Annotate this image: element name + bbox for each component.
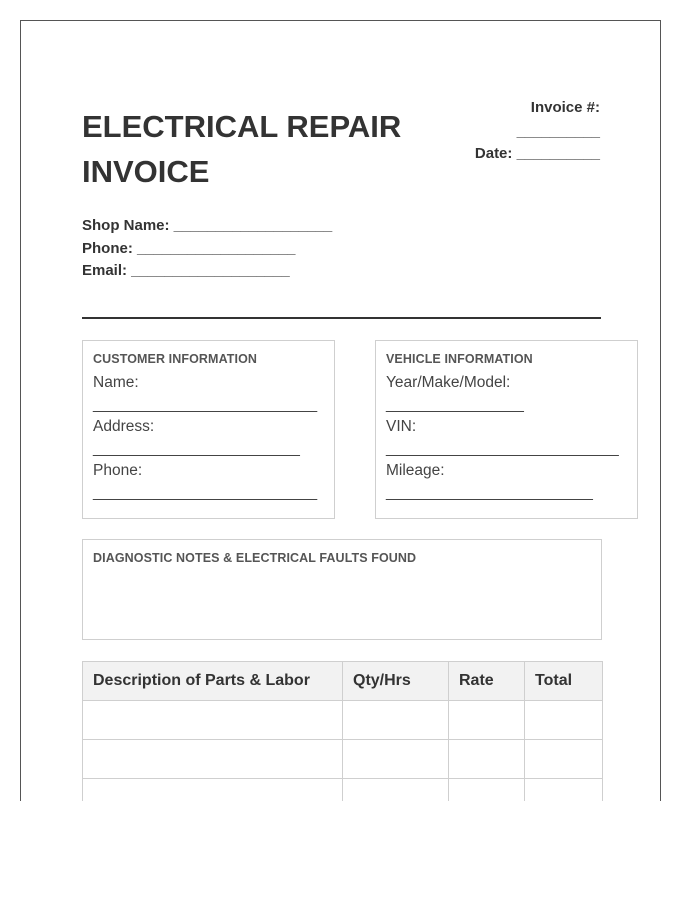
parts-labor-table xyxy=(82,661,603,801)
vehicle-ymm-field[interactable]: ________________ xyxy=(386,396,524,413)
customer-name-label: Name: xyxy=(93,374,139,391)
vehicle-vin-field[interactable]: ___________________________ xyxy=(386,440,619,457)
shop-info xyxy=(82,215,332,283)
invoice-date-field[interactable]: Date: __________ xyxy=(474,145,600,162)
invoice-title: ELECTRICAL REPAIR INVOICE xyxy=(82,109,402,189)
shop-name-field[interactable]: Shop Name: ___________________ xyxy=(82,217,333,234)
vehicle-vin-label: VIN: xyxy=(386,418,417,435)
customer-phone-label: Phone: xyxy=(93,462,143,479)
table-row xyxy=(83,740,603,779)
diagnostic-notes-box[interactable] xyxy=(82,539,602,640)
total-cell[interactable] xyxy=(525,701,603,740)
invoice-number-label: Invoice #: xyxy=(530,99,600,116)
invoice-number-field[interactable]: __________ xyxy=(516,123,600,140)
qty-hrs-cell[interactable] xyxy=(343,779,449,802)
rate-cell[interactable] xyxy=(449,701,525,740)
vehicle-mileage-label: Mileage: xyxy=(386,462,445,479)
description-cell[interactable] xyxy=(83,740,343,779)
invoice-page xyxy=(20,20,661,801)
diagnostic-notes-heading: DIAGNOSTIC NOTES & ELECTRICAL FAULTS FOUND xyxy=(93,551,417,565)
vehicle-mileage-field[interactable]: ________________________ xyxy=(386,484,593,501)
total-cell[interactable] xyxy=(525,740,603,779)
total-cell[interactable] xyxy=(525,779,603,802)
qty-hrs-cell[interactable] xyxy=(343,701,449,740)
table-row xyxy=(83,779,603,802)
customer-info-box xyxy=(82,340,335,519)
description-cell[interactable] xyxy=(83,701,343,740)
vehicle-info-heading: VEHICLE INFORMATION xyxy=(386,352,533,366)
customer-name-field[interactable]: __________________________ xyxy=(93,396,318,413)
shop-email-field[interactable]: Email: ___________________ xyxy=(82,262,290,279)
shop-phone-field[interactable]: Phone: ___________________ xyxy=(82,239,296,257)
rate-cell[interactable] xyxy=(449,740,525,779)
customer-address-field[interactable]: ________________________ xyxy=(93,440,300,457)
table-header-row xyxy=(83,662,603,701)
customer-address-label: Address: xyxy=(93,418,155,435)
vehicle-ymm-label: Year/Make/Model: xyxy=(386,374,511,391)
description-cell[interactable] xyxy=(83,779,343,802)
customer-info-heading: CUSTOMER INFORMATION xyxy=(93,352,258,366)
qty-hrs-cell[interactable] xyxy=(343,740,449,779)
customer-phone-field[interactable]: __________________________ xyxy=(93,484,318,501)
column-header-qty-hrs: Qty/Hrs xyxy=(343,662,449,701)
column-header-total: Total xyxy=(525,662,603,701)
header-divider xyxy=(82,317,601,319)
vehicle-info-box xyxy=(375,340,638,519)
column-header-rate: Rate xyxy=(449,662,525,701)
rate-cell[interactable] xyxy=(449,779,525,802)
column-header-description: Description of Parts & Labor xyxy=(83,662,343,701)
table-row xyxy=(83,701,603,740)
